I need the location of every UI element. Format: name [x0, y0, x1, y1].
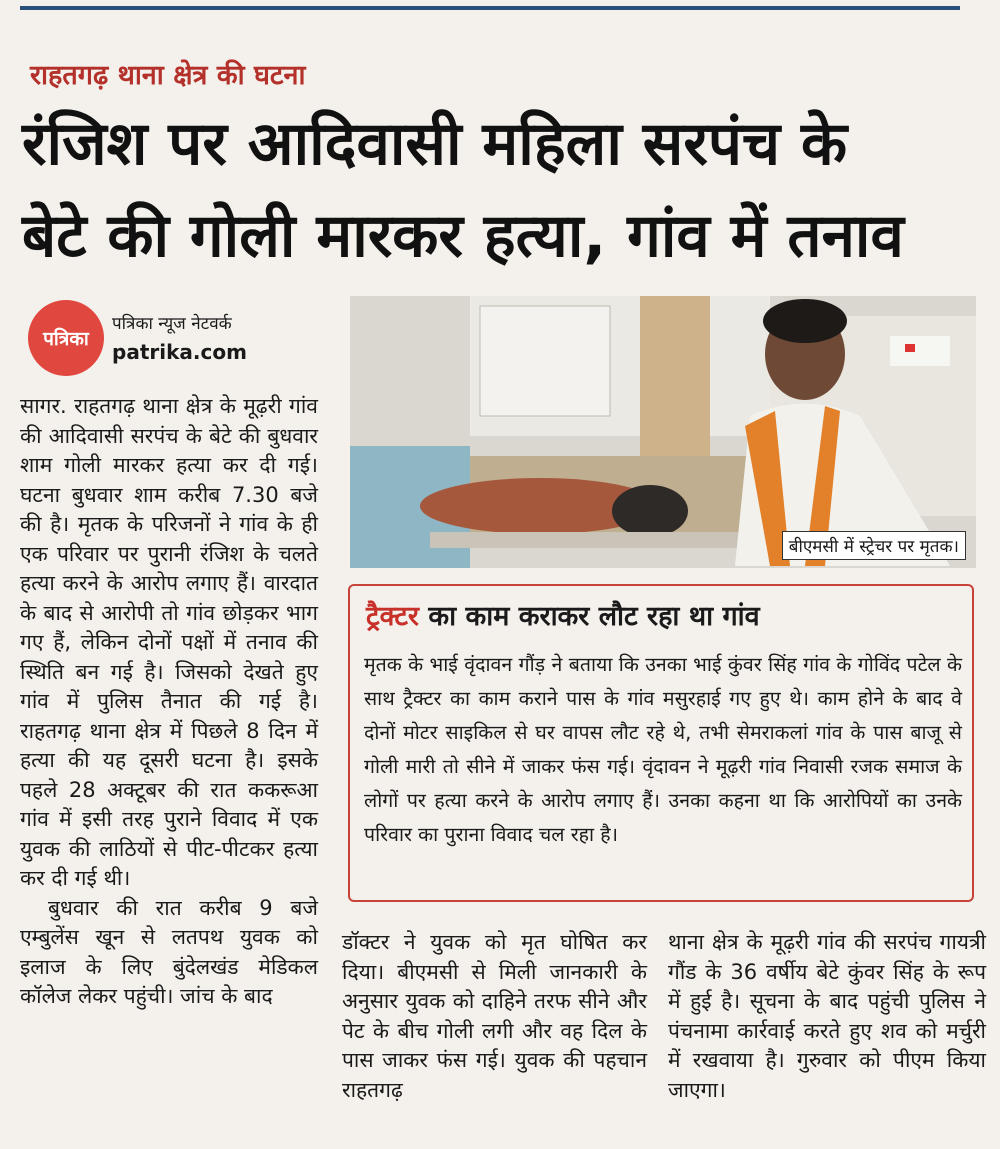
top-rule	[20, 6, 960, 10]
side-story-headline	[366, 596, 760, 633]
side-story-body: मृतक के भाई वृंदावन गौंड़ ने बताया कि उनका भाई कुंवर सिंह गांव के गोविंद पटेल के साथ ट्रैक्टर का काम कराने पास के गांव मसुरहाई गए हुए थे। काम होने के बाद वे दोनों मोटर साइकिल से घर वापस लौट रहे थे, तभी सेमराकलां गांव के पास बाजू से गोली मारी तो सीने में जाकर फंस गई। वृंदावन ने मूढ़री गांव निवासी रजक समाज के लोगों पर हत्या करने के आरोप लगाए हैं। उनका कहना था कि आरोपियों का उनके परिवार का पुराना विवाद चल रहा है।	[364, 653, 962, 846]
byline-site: patrika.com	[112, 340, 247, 364]
kicker: राहतगढ़ थाना क्षेत्र की घटना	[30, 60, 306, 91]
headline-line-2: बेटे की गोली मारकर हत्या, गांव में तनाव	[22, 201, 904, 271]
photo-caption: बीएमसी में स्ट्रेचर पर मृतक।	[782, 531, 966, 560]
byline-network: पत्रिका न्यूज नेटवर्क	[112, 314, 232, 334]
patrika-logo	[28, 300, 104, 376]
article-column-3	[668, 928, 986, 1105]
side-story-box	[348, 584, 974, 902]
byline	[112, 310, 247, 366]
hospital-photo-illustration	[350, 296, 976, 568]
news-photo	[350, 296, 976, 568]
article-column-2	[342, 928, 647, 1105]
side-story-headline-red: ट्रैक्टर	[366, 601, 419, 632]
paragraph-3: डॉक्टर ने युवक को मृत घोषित कर दिया। बीएमसी से मिली जानकारी के अनुसार युवक को दाहिने तरफ सीने और पेट के बीच गोली लगी और वह दिल के पास जाकर फंस गई। युवक की पहचान राहतगढ़	[342, 930, 647, 1102]
headline-line-1: रंजिश पर आदिवासी महिला सरपंच के	[22, 109, 848, 179]
headline	[22, 98, 982, 282]
side-story-headline-rest: का काम कराकर लौट रहा था गांव	[418, 601, 760, 632]
article-column-1	[20, 392, 318, 1012]
paragraph-1: सागर. राहतगढ़ थाना क्षेत्र के मूढ़री गांव की आदिवासी सरपंच के बेटे की बुधवार शाम गोली मारकर हत्या कर दी गई। घटना बुधवार शाम करीब 7.30 बजे की है। मृतक के परिजनों ने गांव के ही एक परिवार पर पुरानी रंजिश के चलते हत्या करने के आरोप लगाए हैं। वारदात के बाद से आरोपी तो गांव छोड़कर भाग गए हैं, लेकिन दोनों पक्षों में तनाव की स्थिति बन गई है। जिसको देखते हुए गांव में पुलिस तैनात की गई है। राहतगढ़ थाना क्षेत्र में पिछले 8 दिन में हत्या की यह दूसरी घटना है। इसके पहले 28 अक्टूबर की रात ककरूआ गांव में इसी तरह पुराने विवाद में एक युवक की लाठियों से पीट-पीटकर हत्या कर दी गई थी।	[20, 394, 318, 890]
logo-text: पत्रिका	[43, 328, 89, 350]
paragraph-2: बुधवार की रात करीब 9 बजे एम्बुलेंस खून से लतपथ युवक को इलाज के लिए बुंदेलखंड मेडिकल कॉलेज लेकर पहुंची। जांच के बाद	[20, 895, 318, 1008]
paragraph-4: थाना क्षेत्र के मूढ़री गांव की सरपंच गायत्री गौंड के 36 वर्षीय बेटे कुंवर सिंह के रूप में हुई है। सूचना के बाद पहुंची पुलिस ने पंचनामा कार्रवाई करते हुए शव को मर्चुरी में रखवाया है। गुरुवार को पीएम किया जाएगा।	[668, 930, 986, 1102]
